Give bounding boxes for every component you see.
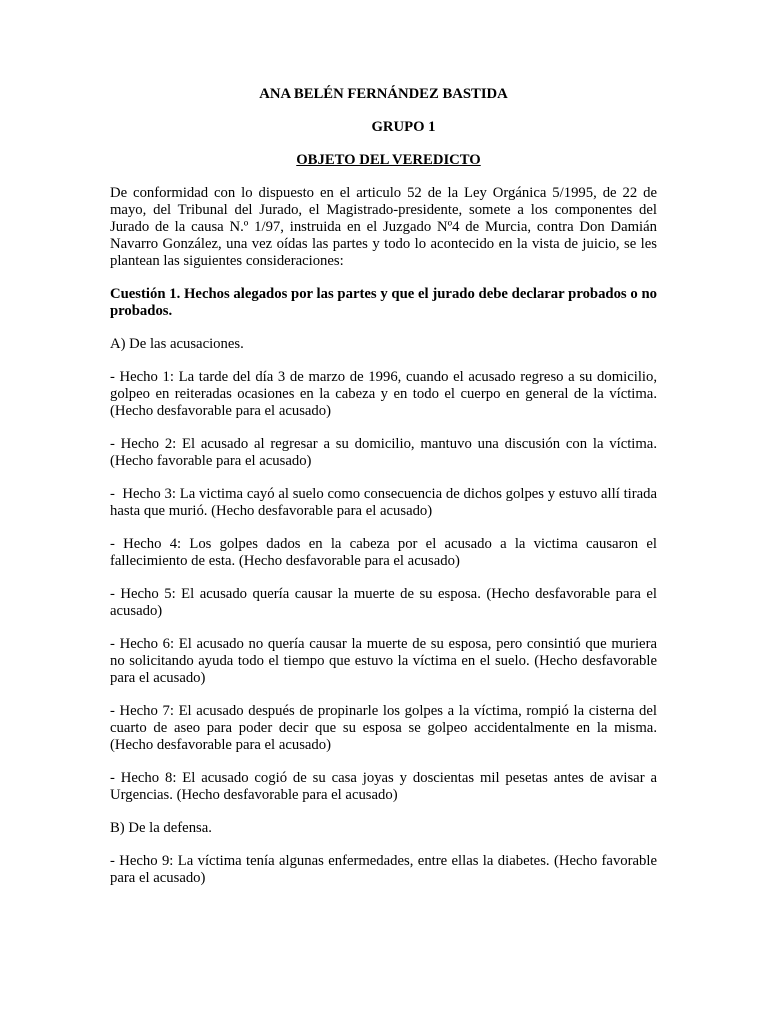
fact-item: - Hecho 4: Los golpes dados en la cabeza por el acusado a la victima causaron el fallecimiento de esta. (Hecho desfavorable para el acusado) bbox=[110, 536, 657, 569]
fact-item: - Hecho 2: El acusado al regresar a su domicilio, mantuvo una discusión con la víctima. (Hecho favorable para el acusado) bbox=[110, 436, 657, 469]
question-heading: Cuestión 1. Hechos alegados por las partes y que el jurado debe declarar probados o no probados. bbox=[110, 286, 657, 319]
document-title: OBJETO DEL VEREDICTO bbox=[296, 152, 481, 168]
fact-item: - Hecho 6: El acusado no quería causar la muerte de su esposa, pero consintió que muriera no solicitando ayuda todo el tiempo que estuvo la víctima en el suelo. (Hecho desfavorable para el acusado) bbox=[110, 636, 657, 686]
fact-item: - Hecho 3: La victima cayó al suelo como consecuencia de dichos golpes y estuvo allí tirada hasta que murió. (Hecho desfavorable para el acusado) bbox=[110, 486, 661, 519]
fact-item: - Hecho 5: El acusado quería causar la muerte de su esposa. (Hecho desfavorable para el acusado) bbox=[110, 586, 657, 619]
section-heading-accusations: A) De las acusaciones. bbox=[110, 336, 244, 352]
fact-item: - Hecho 8: El acusado cogió de su casa joyas y doscientas mil pesetas antes de avisar a Urgencias. (Hecho desfavorable para el acusado) bbox=[110, 770, 657, 803]
document-page bbox=[110, 86, 661, 903]
group-label: GRUPO 1 bbox=[371, 119, 436, 135]
section-heading-defense: B) De la defensa. bbox=[110, 820, 212, 836]
author-name: ANA BELÉN FERNÁNDEZ BASTIDA bbox=[259, 86, 508, 102]
fact-item: - Hecho 1: La tarde del día 3 de marzo de 1996, cuando el acusado regreso a su domicilio, golpeo en reiteradas ocasiones en la cabeza y en todo el cuerpo en general de la víctima. (Hecho desfavorable para el acusado) bbox=[110, 369, 657, 419]
intro-paragraph: De conformidad con lo dispuesto en el articulo 52 de la Ley Orgánica 5/1995, de 22 de mayo, del Tribunal del Jurado, el Magistrado-presidente, somete a los componentes del Jurado de la causa N.º 1/97, instruida en el Juzgado Nº4 de Murcia, contra Don Damián Navarro González, una vez oídas las partes y todo lo acontecido en la vista de juicio, se les plantean las siguientes consideraciones: bbox=[110, 185, 657, 269]
fact-item: - Hecho 9: La víctima tenía algunas enfermedades, entre ellas la diabetes. (Hecho favorable para el acusado) bbox=[110, 853, 657, 886]
fact-item: - Hecho 7: El acusado después de propinarle los golpes a la víctima, rompió la cisterna del cuarto de aseo para poder decir que su esposa se golpeo accidentalmente en la misma. (Hecho desfavorable para el acusado) bbox=[110, 703, 657, 753]
